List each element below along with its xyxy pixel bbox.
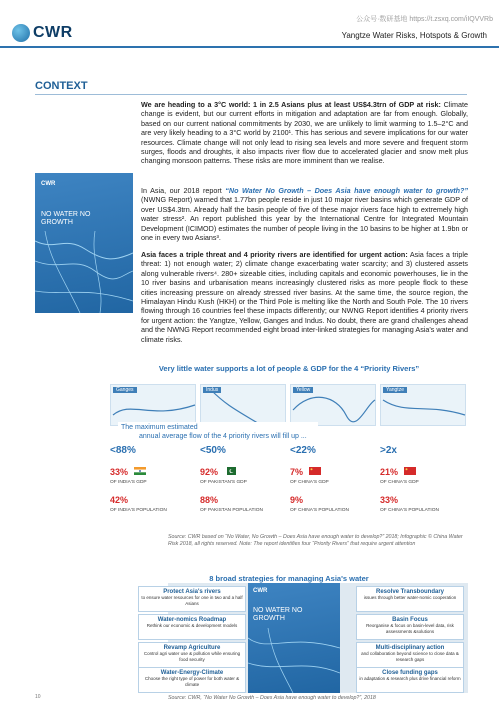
strategy-head: Close funding gaps: [382, 670, 438, 676]
header-divider: [0, 46, 499, 48]
gdp-pct-yangtze: 21%: [380, 467, 399, 477]
stat-column-yangtze: [380, 440, 466, 514]
flow-pct-indus: <50%: [200, 445, 226, 456]
gdp-note-yangtze: OF CHINA'S GDP: [380, 480, 419, 485]
strategies-report-cover: [248, 583, 340, 693]
gdp-pct-indus: 92%: [200, 467, 219, 477]
watermark-text: 公众号·数研基地 https://t.zsxq.com/iIQVVRb: [356, 16, 493, 23]
strategy-head: Water-nomics Roadmap: [157, 617, 227, 623]
strategy-revamp-agriculture: [138, 642, 246, 668]
strategy-head: Protect Asia's rivers: [163, 589, 221, 595]
strategy-multidisciplinary: [356, 642, 464, 668]
river-map-graphic: [35, 231, 133, 313]
pop-pct-yellow: 9%: [290, 495, 304, 505]
china-flag-icon: [309, 467, 321, 475]
flow-pct-ganges: <88%: [110, 445, 136, 456]
stat-column-ganges: [110, 440, 196, 514]
flow-caption-line-1: The maximum estimated: [121, 424, 198, 431]
gdp-note-indus: OF PAKISTAN'S GDP: [200, 480, 247, 485]
river-map-indus: [200, 384, 286, 426]
river-map-yellow: [290, 384, 376, 426]
river-map-ganges: [110, 384, 196, 426]
strategy-head: Revamp Agriculture: [163, 645, 221, 651]
flow-caption: [118, 422, 318, 442]
china-flag-icon: [404, 467, 416, 475]
document-title: Yangtze Water Risks, Hotspots & Growth: [341, 31, 487, 40]
section-divider: [35, 94, 467, 95]
strategy-head: Multi-disciplinary action: [375, 645, 445, 651]
river-map-yangtze: [380, 384, 466, 426]
flow-pct-yangtze: >2x: [380, 445, 397, 456]
strategy-desc: Rethink our economic & development models: [146, 623, 238, 628]
paragraph-2-pre: In Asia, our 2018 report: [141, 186, 226, 195]
strategy-desc: in adaptation & research plus drive financial reform: [359, 676, 461, 681]
strategy-river-graphic: [248, 628, 340, 693]
logo-text: CWR: [33, 24, 73, 41]
pop-pct-yangtze: 33%: [380, 495, 399, 505]
gdp-pct-ganges: 33%: [110, 467, 129, 477]
strategy-water-energy-climate: [138, 667, 246, 693]
cwr-logo: [12, 24, 73, 42]
strategies-title: 8 broad strategies for managing Asia's water: [209, 574, 369, 583]
section-title: CONTEXT: [35, 80, 88, 92]
paragraph-3-lead: Asia faces a triple threat and 4 priority rivers are identified for urgent action:: [141, 250, 408, 259]
flow-caption-line-2: annual average flow of the 4 priority rivers will fill up ...: [139, 433, 307, 440]
report-cover-image: [35, 173, 133, 313]
pop-note-yellow: OF CHINA'S POPULATION: [290, 508, 349, 513]
river-label-yellow: Yellow: [293, 387, 313, 393]
paragraph-1: [141, 100, 468, 166]
strategy-basin-focus: [356, 614, 464, 640]
strategy-desc: Reorganise & focus on basin-level data, risk assessments &solutions: [366, 623, 454, 634]
report-title-link[interactable]: “No Water No Growth – Does Asia have enough water to growth?”: [225, 186, 468, 195]
stat-column-indus: [200, 440, 286, 514]
paragraph-3: [141, 250, 468, 344]
pop-note-indus: OF PAKISTAN POPULATION: [200, 508, 263, 513]
strategy-cover-title: NO WATER NO GROWTH: [253, 607, 303, 622]
strategy-funding-gaps: [356, 667, 464, 693]
paragraph-3-body: Asia faces a triple threat: 1) not enough water; 2) climate change exacerbating water scarcity; and 3) clustered assets along vulnerable rivers⁴. 280+ sizeable cities, including capitals and economic powerhouses, lie in the 10 river basins and urbanisation means increasingly clustered risks as more people flock to these cities increasing pressure on already stressed river basins. At the same time, the source region, the Himalayan Hindu Kush (HKH) or the Third Pole is melting like the North and South Pole. The 10 rivers flowing through 16 countries feel these impacts differently; our NWNG Report identifies 4 priority rivers for urgent action: the Yangtze, Yellow, Ganges and Indus. No doubt, there are grand challenges ahead and the NWNG Report recommended eight broad inter-linked strategies for managing Asia's water and climate risks.: [141, 250, 468, 344]
infographic-source: Source: CWR based on “No Water, No Growth – Does Asia have enough water to develop?” 2018; Infographic © China Water Risk 2018, all rights reserved. Note: The report identifies four “Priority Rivers” that require urgent attention: [168, 534, 463, 547]
strategy-desc: Choose the right type of power for both water & climate: [144, 676, 240, 687]
pop-pct-indus: 88%: [200, 495, 219, 505]
paragraph-2-body: (NWNG Report) warned that 1.77bn people reside in just 10 major river basins which generate GDP of over US$4.3trn. Already half the basin people of five of these major rivers face high to extremely high water stress². An report published this year by the International Centre for Integrated Mountain Development (ICIMOD) estimates the number of people living in the 10 basins to be higher at 1.9bn or one in every two Asians³.: [141, 195, 468, 243]
river-label-yangtze: Yangtze: [383, 387, 407, 393]
strategy-transboundary: [356, 586, 464, 612]
strategy-desc: issues through better water-nomic cooperation: [363, 595, 457, 600]
pakistan-flag-icon: [224, 467, 236, 475]
page-number: 10: [35, 694, 41, 700]
strategy-cover-logo: CWR: [253, 588, 268, 594]
flow-pct-yellow: <22%: [290, 445, 316, 456]
strategies-source: Source: CWR, “No Water No Growth – Does Asia have enough water to develop?”, 2018: [168, 695, 376, 701]
cover-title: NO WATER NO GROWTH: [41, 211, 91, 226]
pop-pct-ganges: 42%: [110, 495, 129, 505]
strategy-desc: to ensure water resources for one in two and a half Asians: [141, 595, 243, 606]
strategy-head: Basin Focus: [392, 617, 428, 623]
strategy-water-nomics: [138, 614, 246, 640]
cover-logo: CWR: [41, 181, 56, 187]
strategy-desc: Control agri water use & pollution while ensuring food security: [143, 651, 241, 662]
stat-column-yellow: [290, 440, 376, 514]
pop-note-ganges: OF INDIA'S POPULATION: [110, 508, 167, 513]
river-label-ganges: Ganges: [113, 387, 137, 393]
paragraph-2: [141, 186, 468, 242]
paragraph-1-lead: We are heading to a 3°C world: 1 in 2.5 Asians plus at least US$4.3trn of GDP at risk:: [141, 100, 441, 109]
page-header: [0, 0, 499, 50]
india-flag-icon: [134, 467, 146, 475]
gdp-note-yellow: OF CHINA'S GDP: [290, 480, 329, 485]
gdp-note-ganges: OF INDIA'S GDP: [110, 480, 147, 485]
pop-note-yangtze: OF CHINA'S POPULATION: [380, 508, 439, 513]
strategy-head: Resolve Transboundary: [375, 589, 445, 595]
paragraph-1-body: Climate change is evident, but our current efforts in mitigation and adaptation are far from enough. Globally, based on our current national commitments by 2030, we are unlikely to limit warming to 1.5–2°C and are very likely heading to a 3°C world by 2100¹. This has serious and severe implications for our water resources. Climate change will not only lead to rising sea levels and more severe and frequent storm surges, floods and droughts, it also impacts river flow due to accelerated glacier and snow melt plus changing monsoon patterns. These risks are more imminent than we realise.: [141, 100, 468, 166]
infographic-title: Very little water supports a lot of people & GDP for the 4 “Priority Rivers”: [158, 364, 420, 373]
strategy-head: Water-Energy-Climate: [160, 670, 224, 676]
river-label-indus: Indus: [203, 387, 221, 393]
strategy-desc: and collaboration beyond science to close data & research gaps: [361, 651, 459, 662]
strategy-protect-rivers: [138, 586, 246, 612]
gdp-pct-yellow: 7%: [290, 467, 304, 477]
priority-rivers-infographic: [110, 364, 468, 534]
globe-icon: [12, 24, 30, 42]
